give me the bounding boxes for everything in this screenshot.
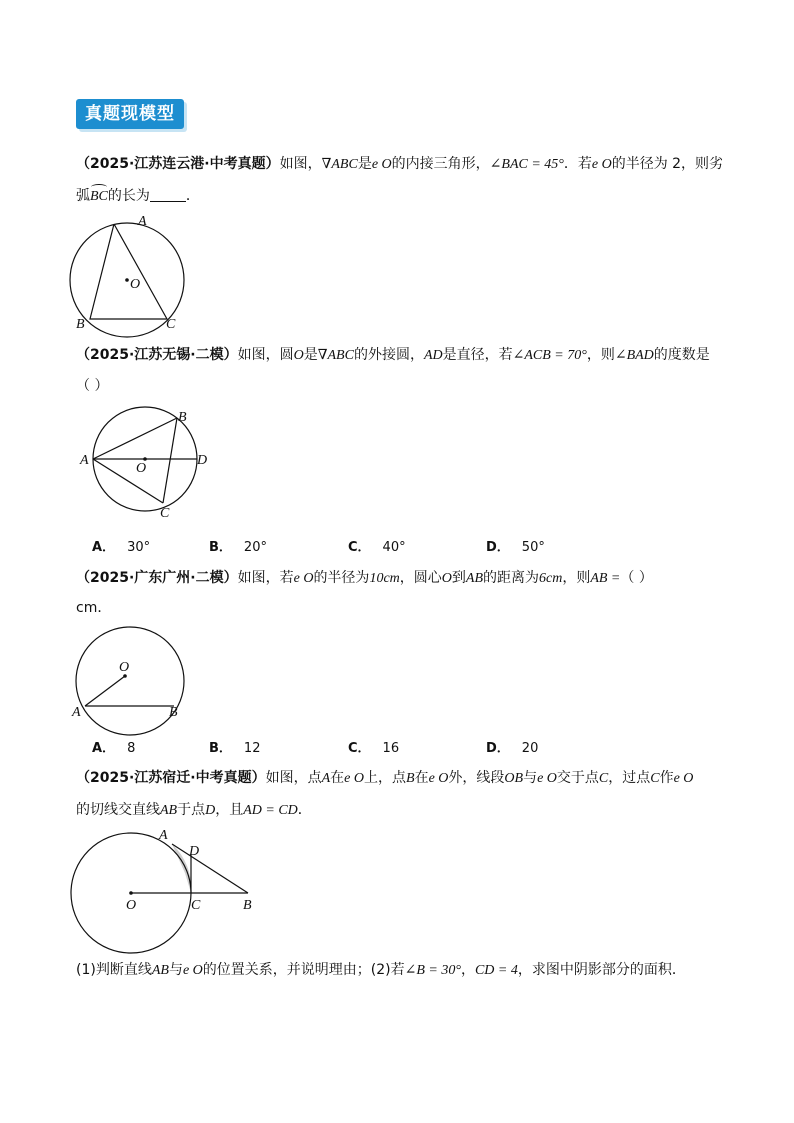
problem-1-figure — [60, 210, 200, 335]
problem-1-line-2: 弧BC的长为 ． — [76, 186, 200, 207]
label-b: B — [243, 898, 252, 913]
problem-2-line-1: （2025·江苏无锡·二模）如图，圆O是∇ABC的外接圆，AD是直径，若∠ACB = 70°，则∠BAD的度数是 — [76, 347, 710, 363]
problem-3-line-1: （2025·广东广州·二模）如图，若e O的半径为10cm，圆心O到AB的距离为6cm，则AB =（ ） — [76, 570, 653, 586]
label-a: A — [138, 214, 147, 229]
triangle-symbol: ∇ABC — [321, 157, 358, 172]
circle-o — [76, 627, 184, 735]
problem-3-source: （2025·广东广州·二模） — [76, 570, 238, 586]
option-d[interactable]: D． 50° — [486, 540, 545, 555]
problem-4-line-1: （2025·江苏宿迁·中考真题）如图，点A在e O上，点B在e O外，线段OB与e O交于点C，过点C作e O — [76, 770, 694, 786]
problem-2-figure — [80, 405, 220, 525]
label-o: O — [126, 898, 137, 913]
option-b[interactable]: B． 12 — [209, 741, 261, 756]
problem-1-source: （2025·江苏连云港·中考真题） — [76, 156, 280, 172]
label-b: B — [169, 705, 178, 720]
segment-ab — [93, 418, 177, 459]
radius-oa — [85, 676, 125, 706]
label-b: B — [178, 410, 187, 425]
answer-parentheses[interactable]: （ ） — [620, 570, 653, 586]
option-b[interactable]: B． 20° — [209, 540, 267, 555]
problem-4-source: （2025·江苏宿迁·中考真题） — [76, 770, 266, 786]
label-d: D — [189, 844, 200, 859]
label-c: C — [166, 317, 176, 332]
label-a: A — [72, 705, 81, 720]
problem-1-line-1: （2025·江苏连云港·中考真题）如图，∇ABC是e O的内接三角形，∠BAC = 45°．若e O的半径为 2，则劣 — [76, 156, 724, 172]
problem-3-options — [92, 737, 732, 757]
label-o: O — [130, 277, 141, 292]
problem-2-options — [92, 536, 732, 556]
option-c[interactable]: C． 16 — [348, 741, 400, 756]
option-c[interactable]: C． 40° — [348, 540, 406, 555]
section-title-badge: 真题现模型 — [76, 99, 184, 129]
label-c: C — [160, 506, 170, 521]
label-a: A — [159, 828, 168, 843]
option-a[interactable]: A． 30° — [92, 540, 151, 555]
center-point — [125, 278, 129, 282]
triangle-abc — [90, 224, 167, 319]
label-d: D — [197, 453, 208, 468]
option-a[interactable]: A． 8 — [92, 741, 136, 756]
option-d[interactable]: D． 20 — [486, 741, 539, 756]
problem-2-source: （2025·江苏无锡·二模） — [76, 347, 238, 363]
center-point — [129, 891, 133, 895]
arc-bc: BC — [90, 187, 108, 207]
problem-3-line-2: cm． — [76, 600, 112, 616]
label-o: O — [119, 660, 130, 675]
label-o: O — [136, 461, 147, 476]
problem-3-figure — [65, 625, 205, 740]
problem-4-figure — [60, 825, 270, 955]
label-c: C — [191, 898, 201, 913]
problem-2-line-2: （ ） — [76, 378, 109, 394]
circle-symbol: e O — [591, 157, 612, 172]
problem-4-line-2: 的切线交直线AB于点D，且AD = CD． — [76, 802, 312, 818]
segment-bc — [163, 418, 177, 503]
angle-acb: ∠ACB = 70° — [512, 348, 587, 363]
problem-4-questions: (1)判断直线AB与e O的位置关系，并说明理由；(2)若∠B = 30°，CD = 4，求图中阴影部分的面积． — [76, 962, 686, 978]
segment-ac — [93, 459, 163, 503]
circle-symbol: e O — [371, 157, 392, 172]
angle-bac: ∠BAC = 45° — [489, 157, 564, 172]
label-a: A — [80, 453, 89, 468]
label-b: B — [76, 317, 85, 332]
answer-blank[interactable] — [150, 187, 186, 202]
